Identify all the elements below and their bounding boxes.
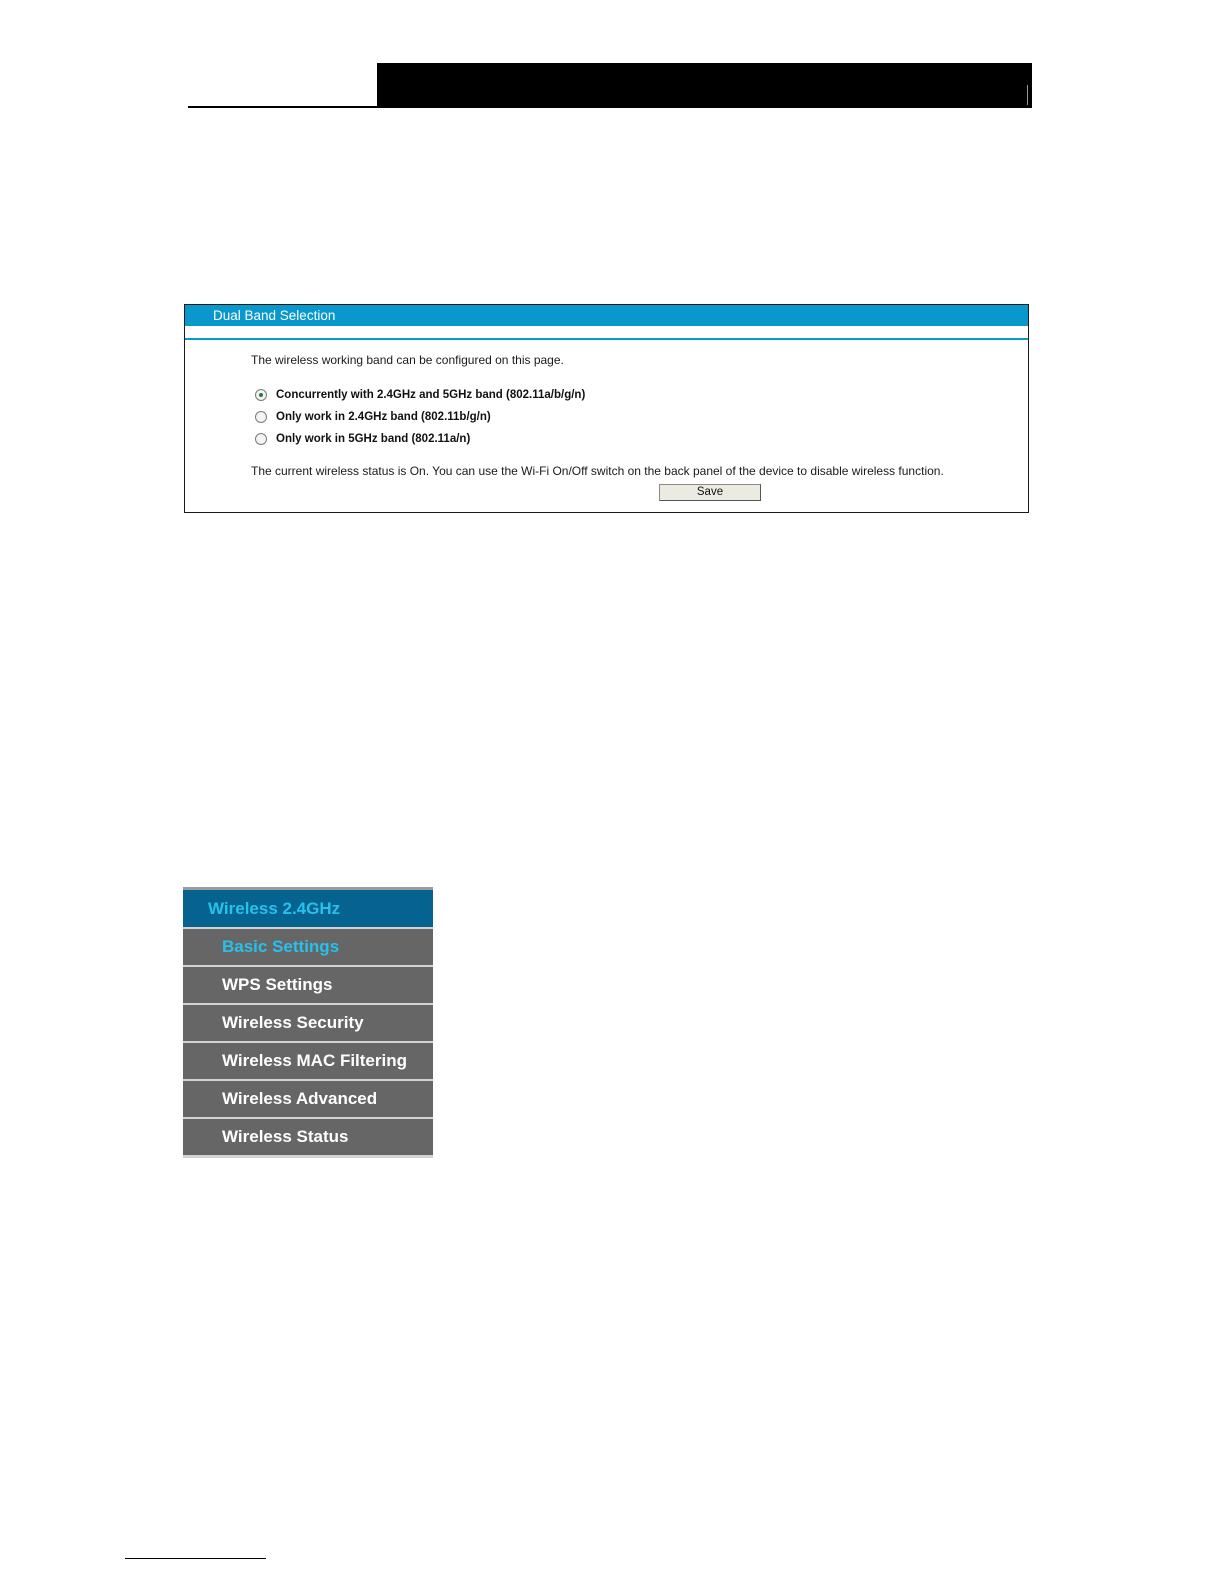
menu-item-wps-settings[interactable]: WPS Settings — [183, 967, 433, 1003]
panel-title-divider — [185, 338, 1028, 340]
menu-item-wireless-status[interactable]: Wireless Status — [183, 1119, 433, 1155]
radio-button[interactable] — [255, 411, 267, 423]
radio-button-checked[interactable] — [255, 389, 267, 401]
dual-band-selection-panel — [184, 304, 1029, 513]
footer-rule — [125, 1558, 266, 1559]
radio-label: Only work in 2.4GHz band (802.11b/g/n) — [276, 411, 491, 423]
radio-button[interactable] — [255, 433, 267, 445]
radio-option-concurrent[interactable] — [255, 387, 585, 403]
document-header-rule — [188, 106, 378, 108]
panel-description: The wireless working band can be configured on this page. — [251, 353, 564, 367]
radio-option-5ghz[interactable] — [255, 431, 470, 447]
menu-item-basic-settings[interactable]: Basic Settings — [183, 929, 433, 965]
radio-label: Concurrently with 2.4GHz and 5GHz band (802.11a/b/g/n) — [276, 389, 586, 401]
menu-item-wireless-advanced[interactable]: Wireless Advanced — [183, 1081, 433, 1117]
radio-option-2-4ghz[interactable] — [255, 409, 491, 425]
wireless-status-text: The current wireless status is On. You can use the Wi-Fi On/Off switch on the back panel of the device to disable wireless function. — [251, 464, 944, 478]
panel-title: Dual Band Selection — [185, 305, 1028, 326]
menu-item-wireless-security[interactable]: Wireless Security — [183, 1005, 433, 1041]
menu-header-wireless-2-4ghz[interactable]: Wireless 2.4GHz — [183, 890, 433, 927]
wireless-menu — [183, 887, 433, 1158]
header-edge-mark — [1027, 85, 1028, 105]
menu-item-wireless-mac-filtering[interactable]: Wireless MAC Filtering — [183, 1043, 433, 1079]
radio-label: Only work in 5GHz band (802.11a/n) — [276, 433, 471, 445]
document-header-bar — [377, 63, 1032, 108]
save-button[interactable]: Save — [659, 484, 761, 501]
